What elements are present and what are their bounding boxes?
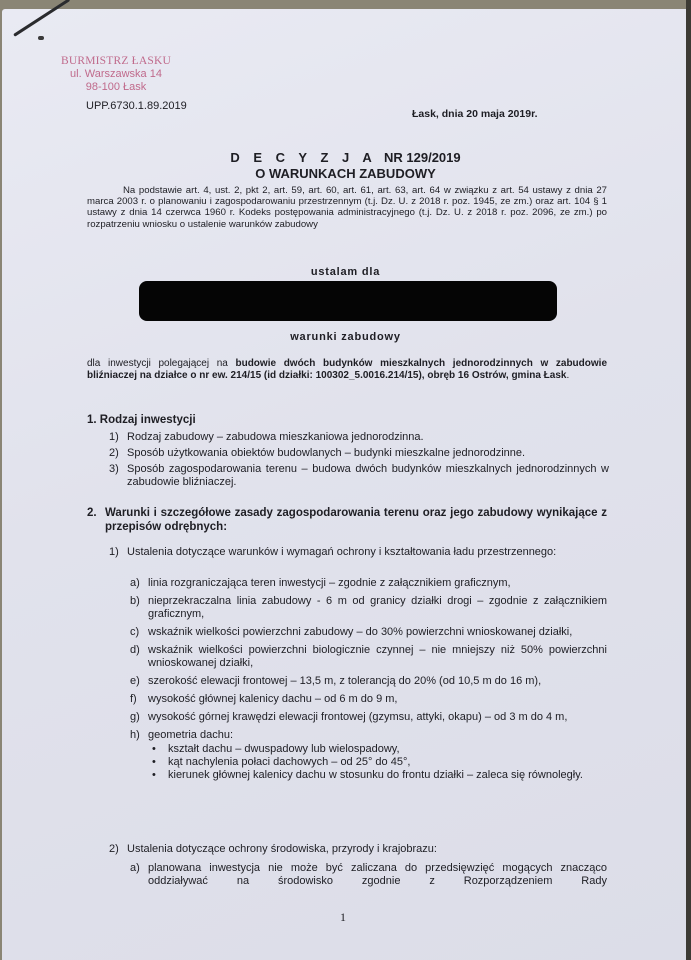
list-item: f) wysokość głównej kalenicy dachu – od 6 m do 9 m, bbox=[130, 693, 398, 705]
roof-bullets bbox=[130, 743, 607, 782]
subsection-2-1-list bbox=[130, 577, 607, 782]
list-item: e) szerokość elewacji frontowej – 13,5 m, z tolerancją do 20% (od 10,5 m do 16 m), bbox=[130, 675, 542, 687]
bullet-icon: • bbox=[152, 769, 156, 781]
investment-suffix: . bbox=[566, 369, 570, 381]
list-item: 2) Sposób użytkowania obiektów budowlanych – budynki mieszkalne jednorodzinne. bbox=[109, 447, 526, 459]
subsection-2-1: 1) Ustalenia dotyczące warunków i wymagań ochrony i kształtowania ładu przestrzennego: bbox=[109, 546, 557, 558]
issue-date: Łask, dnia 20 maja 2019r. bbox=[412, 108, 538, 120]
list-item-text: Rodzaj zabudowy – zabudowa mieszkaniowa jednorodzinna. bbox=[127, 431, 424, 443]
investment-details: budowie dwóch budynków mieszkalnych jednorodzinnych w zabudowie bliźniaczej na działce o nr ew. 214/15 (id działki: 100302_5.0016.214/15), obręb 16 Ostrów, gmina Łask bbox=[87, 358, 607, 381]
stamp-line-1: BURMISTRZ ŁASKU bbox=[60, 55, 172, 67]
list-item: d) wskaźnik wielkości powierzchni biologicznie czynnej – nie mniejszy niż 50% powierzchni wnioskowanej działki, bbox=[130, 644, 607, 669]
subsection-2-2-list bbox=[130, 862, 607, 888]
list-item: 1) Rodzaj zabudowy – zabudowa mieszkaniowa jednorodzinna. bbox=[109, 431, 424, 443]
section-2-heading: 2. Warunki i szczegółowe zasady zagospodarowania terenu oraz jego zabudowy wynikające z przepisów odrębnych: bbox=[87, 507, 607, 533]
title-subject: O WARUNKACH ZABUDOWY bbox=[255, 166, 436, 181]
redacted-applicant-name bbox=[139, 281, 557, 321]
investment-description bbox=[87, 358, 607, 381]
investment-prefix: dla inwestycji polegającej na bbox=[87, 358, 236, 369]
list-item: 3) Sposób zagospodarowania terenu – budowa dwóch budynków mieszkalnych jednorodzinnych w zabudowie bliźniaczej. bbox=[109, 463, 609, 488]
list-item: b) nieprzekraczalna linia zabudowy - 6 m od granicy działki drogi – zgodnie z załącznikiem graficznym, bbox=[130, 595, 607, 620]
list-item: a) linia rozgraniczająca teren inwestycji – zgodnie z załącznikiem graficznym, bbox=[130, 577, 511, 589]
case-signature: UPP.6730.1.89.2019 bbox=[86, 100, 187, 112]
staple-clip-icon bbox=[38, 36, 44, 40]
bullet-item: • kierunek głównej kalenicy dachu w stosunku do frontu działki – zaleca się równoległy. bbox=[152, 769, 583, 781]
title-number: NR 129/2019 bbox=[384, 150, 461, 165]
bullet-icon: • bbox=[152, 743, 156, 755]
list-item: g) wysokość górnej krawędzi elewacji frontowej (gzymsu, attyki, okapu) – od 3 m do 4 m, bbox=[130, 711, 568, 723]
office-stamp bbox=[56, 55, 176, 94]
list-item-text: Sposób użytkowania obiektów budowlanych – budynki mieszkalne jednorodzinne. bbox=[127, 447, 526, 459]
decision-title bbox=[0, 150, 691, 182]
legal-basis-paragraph: Na podstawie art. 4, ust. 2, pkt 2, art. 59, art. 60, art. 61, art. 63, art. 64 w związku z art. 54 ustawy z dnia 27 marca 2003 r. o planowaniu i zagospodarowaniu przestrzennym (t.j. Dz. U. z 2018 r. poz. 1945, ze zm.) oraz art. 104 § 1 ustawy z dnia 14 czerwca 1960 r. Kodeks postępowania administracyjnego (t.j. Dz. U. z 2018 r. poz. 2096, ze zm.) po rozpatrzeniu wniosku o ustalenie warunków zabudowy bbox=[87, 185, 607, 230]
page-edge-shadow bbox=[686, 0, 691, 960]
list-item-text: Sposób zagospodarowania terenu – budowa dwóch budynków mieszkalnych jednorodzinnych w zabudowie bliźniaczej. bbox=[127, 463, 609, 488]
warunki-zabudowy-label: warunki zabudowy bbox=[290, 331, 401, 343]
ustalam-dla-label: ustalam dla bbox=[310, 266, 381, 278]
list-item: a) planowana inwestycja nie może być zaliczana do przedsięwzięć mogących znacząco oddziaływać na środowisko zgodnie z Rozporządzeniem Rady bbox=[130, 862, 607, 887]
bullet-item: • kształt dachu – dwuspadowy lub wielospadowy, bbox=[152, 743, 400, 755]
stamp-line-3: 98-100 Łask bbox=[85, 81, 147, 93]
list-item: h) geometria dachu: bbox=[130, 729, 233, 741]
subsection-2-2: 2) Ustalenia dotyczące ochrony środowiska, przyrody i krajobrazu: bbox=[109, 843, 437, 855]
list-item: c) wskaźnik wielkości powierzchni zabudowy – do 30% powierzchni wnioskowanej działki, bbox=[130, 626, 573, 638]
section-1-list bbox=[109, 431, 609, 489]
section-1-heading: 1. Rodzaj inwestycji bbox=[87, 414, 196, 426]
bullet-item: • kąt nachylenia połaci dachowych – od 25° do 45°, bbox=[152, 756, 411, 768]
page-number: 1 bbox=[340, 910, 346, 924]
title-decyzja: D E C Y Z J A bbox=[230, 150, 377, 165]
stamp-line-2: ul. Warszawska 14 bbox=[70, 68, 162, 80]
bullet-icon: • bbox=[152, 756, 156, 768]
